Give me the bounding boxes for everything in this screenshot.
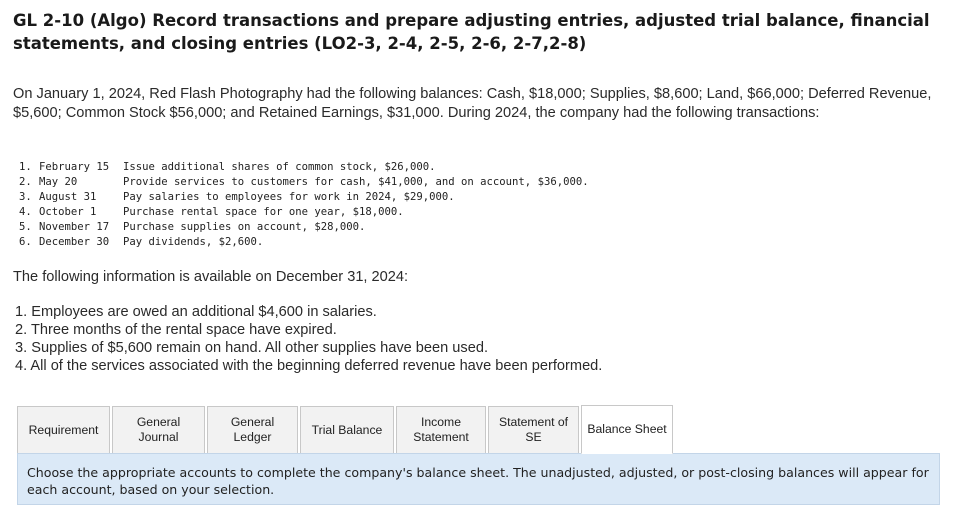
tab-label: Statement of	[498, 415, 569, 429]
transaction-item	[19, 160, 589, 175]
transaction-description: Purchase rental space for one year, $18,000.	[123, 206, 404, 218]
transaction-number: 5.	[19, 221, 32, 233]
adjustment-item: 1. Employees are owed an additional $4,600 in salaries.	[15, 304, 377, 320]
adjustment-item: 4. All of the services associated with the beginning deferred revenue have been performed.	[15, 358, 603, 374]
requirement-tabs	[17, 405, 675, 454]
transaction-number: 1.	[19, 161, 32, 173]
problem-intro: On January 1, 2024, Red Flash Photography had the following balances: Cash, $18,000; Supplies, $8,600; Land, $66,000; Deferred Revenue, $5,600; Common Stock $56,000; and Retained Earnings, $31,000. During 2024, the company had the following transactions:	[13, 86, 932, 121]
transaction-item	[19, 190, 589, 205]
transaction-number: 2.	[19, 176, 32, 188]
adjustment-item: 2. Three months of the rental space have expired.	[15, 322, 337, 338]
tab-general-journal[interactable]	[112, 406, 205, 454]
adjustment-info-list	[15, 303, 602, 375]
transaction-description: Provide services to customers for cash, $41,000, and on account, $36,000.	[123, 176, 589, 188]
transaction-item	[19, 220, 589, 235]
info-heading: The following information is available on December 31, 2024:	[13, 269, 409, 285]
tab-income-statement[interactable]	[396, 406, 486, 454]
tab-label: Balance Sheet	[587, 422, 667, 436]
tab-label: Ledger	[233, 430, 272, 444]
tab-requirement[interactable]	[17, 406, 110, 454]
transaction-item	[19, 175, 589, 190]
transaction-date: May 20	[39, 176, 78, 188]
transaction-description: Issue additional shares of common stock, $26,000.	[123, 161, 436, 173]
tab-label: General	[136, 415, 181, 429]
adjustment-item: 3. Supplies of $5,600 remain on hand. All other supplies have been used.	[15, 340, 489, 356]
transaction-description: Pay dividends, $2,600.	[123, 236, 264, 248]
transaction-item	[19, 235, 589, 250]
tab-label: SE	[525, 430, 542, 444]
tab-balance-sheet[interactable]	[581, 405, 673, 454]
tab-label: Income	[421, 415, 461, 429]
instruction-panel	[17, 453, 940, 505]
tab-label: General	[230, 415, 275, 429]
tab-general-ledger[interactable]	[207, 406, 298, 454]
transaction-description: Pay salaries to employees for work in 2024, $29,000.	[123, 191, 455, 203]
tab-label: Trial Balance	[311, 422, 383, 437]
tab-trial-balance[interactable]	[300, 406, 394, 454]
tab-label: Requirement	[28, 422, 99, 437]
transaction-date: November 17	[39, 221, 110, 233]
tab-statement-of-se[interactable]	[488, 406, 579, 454]
transaction-description: Purchase supplies on account, $28,000.	[123, 221, 366, 233]
transaction-date: August 31	[39, 191, 97, 203]
transaction-date: December 30	[39, 236, 110, 248]
tab-label: Statement	[413, 430, 469, 444]
transaction-number: 4.	[19, 206, 32, 218]
transaction-date: February 15	[39, 161, 110, 173]
transaction-number: 3.	[19, 191, 32, 203]
transaction-list	[19, 160, 589, 250]
transaction-item	[19, 205, 589, 220]
instruction-text: Choose the appropriate accounts to complete the company's balance sheet. The unadjusted, adjusted, or post-closing balances will appear for each account, based on your selection.	[27, 465, 929, 497]
tab-label: Journal	[138, 430, 179, 444]
page-title: GL 2-10 (Algo) Record transactions and prepare adjusting entries, adjusted trial balance, financial statements, and closing entries (LO2-3, 2-4, 2-5, 2-6, 2-7,2-8)	[13, 11, 930, 53]
transaction-date: October 1	[39, 206, 97, 218]
transaction-number: 6.	[19, 236, 32, 248]
